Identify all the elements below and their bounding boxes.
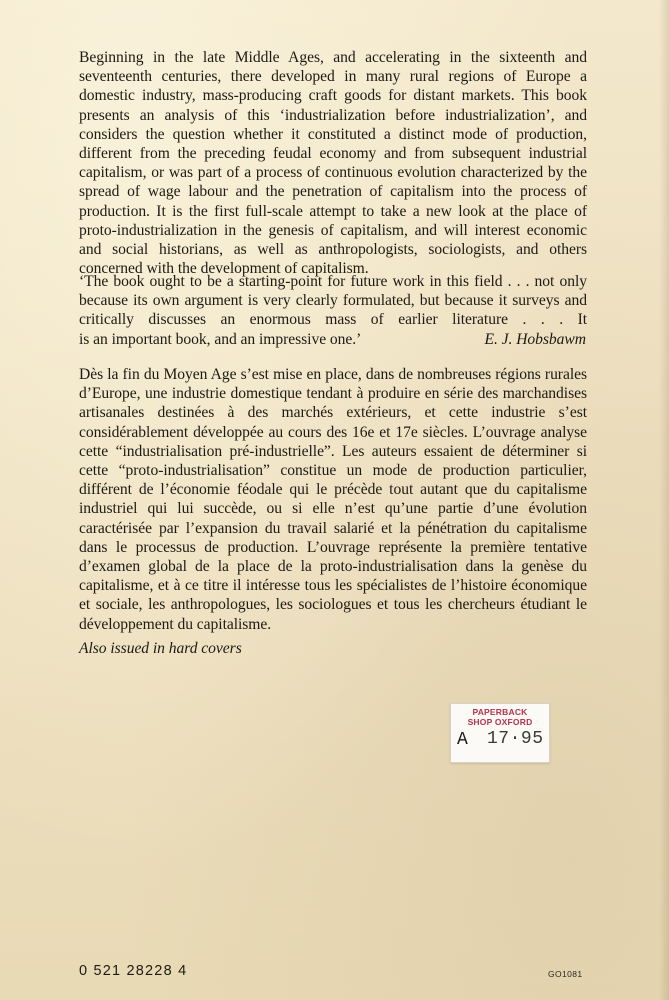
review-quote-final-line [79,330,587,349]
review-quote-tail: is an important book, and an impressive one.’ [79,330,362,348]
isbn-number: 0 521 28228 4 [79,963,188,979]
price-sticker [450,703,550,763]
sticker-price: 17·95 [487,729,544,749]
print-code: GO1081 [548,969,583,979]
french-description: Dès la fin du Moyen Age s’est mise en place, dans de nombreuses régions rurales d’Europe, une industrie domestique tendant à produire en série des marchandises artisanales destinées à des marchés extérieurs, et cette industrie s’est considérablement développée au cours des 16e et 17e siècles. L’ouvrage analyse cette “industrialisation pré-industrielle”. Les auteurs essaient de déterminer si cette “proto-industrialisation” constitue un mode de production particulier, différent de l’économie féodale qui le précède tout autant que du capitalisme industriel qui lui succède, ou si elle n’est qu’une partie d’une évolution caractérisée par l’expansion du travail salarié et la pénétration du capitalisme dans le processus de production. L’ouvrage représente la première tentative d’examen global de la place de la proto-industrialisation dans la genèse du capitalisme, et à ce titre il intéresse tous les spécialistes de l’histoire économique et sociale, les anthropologues, les sociologues et tous les chercheurs étudiant le développement du capitalisme. [79,366,587,633]
review-quote-block [79,272,587,349]
review-attribution: E. J. Hobsbawm [484,330,586,348]
page-edge-shadow [659,0,669,1000]
sticker-shop-name [457,708,543,727]
sticker-code: A [457,730,468,750]
sticker-shop-line-1: PAPERBACK [472,707,528,717]
sticker-shop-line-2: SHOP OXFORD [467,716,533,727]
english-description: Beginning in the late Middle Ages, and accelerating in the sixteenth and seventeenth centuries, there developed in many rural regions of Europe a domestic industry, mass-producing craft goods for distant markets. This book presents an analysis of this ‘industrialization before industrialization’, and considers the question whether it constituted a distinct mode of production, different from the preceding feudal economy and from subsequent industrial capitalism, or was part of a process of continuous evolution characterized by the spread of wage labour and the penetration of capitalism into the process of production. It is the first full-scale attempt to take a new look at the place of proto-industrialization in the genesis of capitalism, and will interest economic and social historians, as well as anthropologists, sociologists, and others concerned with the development of capitalism. [79,49,587,278]
review-quote-lead: ‘The book ought to be a starting-point for future work in this field . . . not only because its own argument is very clearly formulated, but because it surveys and critically discusses an enormous mass of earlier literature . . . It [79,273,587,329]
hard-covers-note: Also issued in hard covers [79,640,242,657]
